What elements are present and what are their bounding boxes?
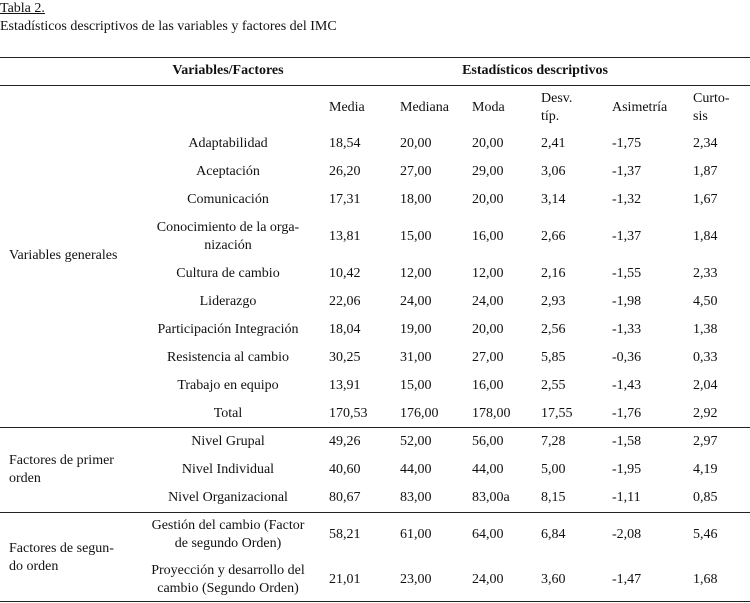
cell-media: 80,67 <box>329 490 361 505</box>
row-label: Adaptabilidad <box>188 136 268 151</box>
row-label: Comunicación <box>187 192 269 207</box>
cell-mediana: 61,00 <box>400 527 432 542</box>
cell-curtosis: 1,67 <box>693 192 718 207</box>
cell-mediana: 52,00 <box>400 434 432 449</box>
cell-moda: 56,00 <box>472 434 504 449</box>
cell-moda: 20,00 <box>472 136 504 151</box>
cell-desv-tip: 2,93 <box>541 294 566 309</box>
cell-desv-tip: 3,06 <box>541 164 566 179</box>
cell-mediana: 19,00 <box>400 322 432 337</box>
cell-media: 18,54 <box>329 136 361 151</box>
row-label: Nivel Organizacional <box>168 490 288 505</box>
cell-media: 21,01 <box>329 572 361 587</box>
cell-asimetria: -1,47 <box>612 572 642 587</box>
cell-media: 58,21 <box>329 527 361 542</box>
cell-desv-tip: 5,00 <box>541 462 566 477</box>
cell-moda: 24,00 <box>472 572 504 587</box>
cell-desv-tip: 2,55 <box>541 378 566 393</box>
row-label: Conocimiento de la orga- nización <box>156 220 300 253</box>
cell-curtosis: 0,33 <box>693 350 718 365</box>
cell-media: 18,04 <box>329 322 361 337</box>
cell-moda: 16,00 <box>472 378 504 393</box>
cell-media: 40,60 <box>329 462 361 477</box>
group-separator-rule <box>0 427 750 428</box>
cell-asimetria: -1,32 <box>612 192 642 207</box>
cell-asimetria: -1,75 <box>612 136 642 151</box>
cell-asimetria: -1,37 <box>612 164 642 179</box>
cell-moda: 20,00 <box>472 192 504 207</box>
group-label: Factores de segun- do orden <box>9 541 114 574</box>
cell-desv-tip: 7,28 <box>541 434 566 449</box>
column-header-moda: Moda <box>472 100 505 115</box>
cell-asimetria: -1,76 <box>612 406 642 421</box>
cell-desv-tip: 2,66 <box>541 229 566 244</box>
cell-mediana: 12,00 <box>400 266 432 281</box>
cell-mediana: 20,00 <box>400 136 432 151</box>
cell-asimetria: -1,11 <box>612 490 641 505</box>
cell-mediana: 27,00 <box>400 164 432 179</box>
cell-moda: 20,00 <box>472 322 504 337</box>
row-label: Total <box>213 406 243 421</box>
cell-moda: 24,00 <box>472 294 504 309</box>
cell-media: 26,20 <box>329 164 361 179</box>
table-title: Estadísticos descriptivos de las variables y factores del IMC <box>0 19 337 34</box>
cell-mediana: 44,00 <box>400 462 432 477</box>
cell-desv-tip: 2,56 <box>541 322 566 337</box>
cell-asimetria: -1,98 <box>612 294 642 309</box>
row-label: Gestión del cambio (Factor de segundo Orden) <box>151 518 305 551</box>
header-estadisticos: Estadísticos descriptivos <box>462 63 608 78</box>
cell-media: 170,53 <box>329 406 368 421</box>
row-label: Resistencia al cambio <box>166 350 290 365</box>
table-caption <box>0 0 337 36</box>
cell-curtosis: 1,84 <box>693 229 718 244</box>
row-label: Proyección y desarrollo del cambio (Segundo Orden) <box>151 563 305 596</box>
header-rule <box>0 85 750 86</box>
group-separator-rule <box>0 512 750 513</box>
cell-mediana: 176,00 <box>400 406 439 421</box>
group-label: Factores de primer orden <box>9 453 114 486</box>
cell-moda: 16,00 <box>472 229 504 244</box>
cell-mediana: 83,00 <box>400 490 432 505</box>
top-rule <box>0 57 750 58</box>
row-label: Participación Integración <box>157 322 299 337</box>
cell-asimetria: -1,37 <box>612 229 642 244</box>
cell-desv-tip: 17,55 <box>541 406 573 421</box>
row-label: Aceptación <box>196 164 260 179</box>
column-header-asimetria: Asimetría <box>612 100 668 115</box>
cell-desv-tip: 8,15 <box>541 490 566 505</box>
cell-curtosis: 5,46 <box>693 527 718 542</box>
column-header-desv-tip: Desv. típ. <box>541 91 573 124</box>
cell-desv-tip: 2,41 <box>541 136 566 151</box>
cell-moda: 29,00 <box>472 164 504 179</box>
row-label: Cultura de cambio <box>176 266 280 281</box>
cell-mediana: 23,00 <box>400 572 432 587</box>
cell-curtosis: 1,68 <box>693 572 718 587</box>
cell-desv-tip: 3,60 <box>541 572 566 587</box>
cell-curtosis: 2,92 <box>693 406 718 421</box>
cell-mediana: 15,00 <box>400 378 432 393</box>
cell-media: 13,81 <box>329 229 361 244</box>
column-header-mediana: Mediana <box>400 100 449 115</box>
cell-mediana: 15,00 <box>400 229 432 244</box>
cell-curtosis: 1,38 <box>693 322 718 337</box>
row-label: Trabajo en equipo <box>177 378 279 393</box>
cell-media: 17,31 <box>329 192 361 207</box>
cell-asimetria: -1,33 <box>612 322 642 337</box>
cell-asimetria: -1,55 <box>612 266 642 281</box>
cell-desv-tip: 6,84 <box>541 527 566 542</box>
cell-asimetria: -2,08 <box>612 527 642 542</box>
row-label: Nivel Individual <box>181 462 275 477</box>
cell-curtosis: 2,97 <box>693 434 718 449</box>
cell-moda: 44,00 <box>472 462 504 477</box>
cell-moda: 12,00 <box>472 266 504 281</box>
cell-media: 13,91 <box>329 378 361 393</box>
cell-curtosis: 1,87 <box>693 164 718 179</box>
header-variables-factores: Variables/Factores <box>172 63 284 78</box>
cell-curtosis: 2,33 <box>693 266 718 281</box>
cell-asimetria: -1,58 <box>612 434 642 449</box>
cell-moda: 178,00 <box>472 406 511 421</box>
row-label: Nivel Grupal <box>191 434 265 449</box>
cell-asimetria: -0,36 <box>612 350 642 365</box>
cell-curtosis: 4,50 <box>693 294 718 309</box>
bottom-rule <box>0 601 750 602</box>
cell-media: 30,25 <box>329 350 361 365</box>
cell-curtosis: 4,19 <box>693 462 718 477</box>
cell-desv-tip: 5,85 <box>541 350 566 365</box>
cell-mediana: 18,00 <box>400 192 432 207</box>
column-header-curtosis: Curto- sis <box>693 91 730 124</box>
cell-curtosis: 0,85 <box>693 490 718 505</box>
cell-curtosis: 2,34 <box>693 136 718 151</box>
group-label: Variables generales <box>9 248 118 263</box>
cell-media: 22,06 <box>329 294 361 309</box>
row-label: Liderazgo <box>199 294 257 309</box>
cell-curtosis: 2,04 <box>693 378 718 393</box>
cell-mediana: 31,00 <box>400 350 432 365</box>
cell-media: 10,42 <box>329 266 361 281</box>
cell-desv-tip: 2,16 <box>541 266 566 281</box>
cell-moda: 64,00 <box>472 527 504 542</box>
cell-desv-tip: 3,14 <box>541 192 566 207</box>
cell-asimetria: -1,43 <box>612 378 642 393</box>
column-header-media: Media <box>329 100 365 115</box>
cell-media: 49,26 <box>329 434 361 449</box>
cell-asimetria: -1,95 <box>612 462 642 477</box>
cell-moda: 83,00a <box>472 490 510 505</box>
cell-moda: 27,00 <box>472 350 504 365</box>
cell-mediana: 24,00 <box>400 294 432 309</box>
table-label: Tabla 2. <box>0 1 45 16</box>
